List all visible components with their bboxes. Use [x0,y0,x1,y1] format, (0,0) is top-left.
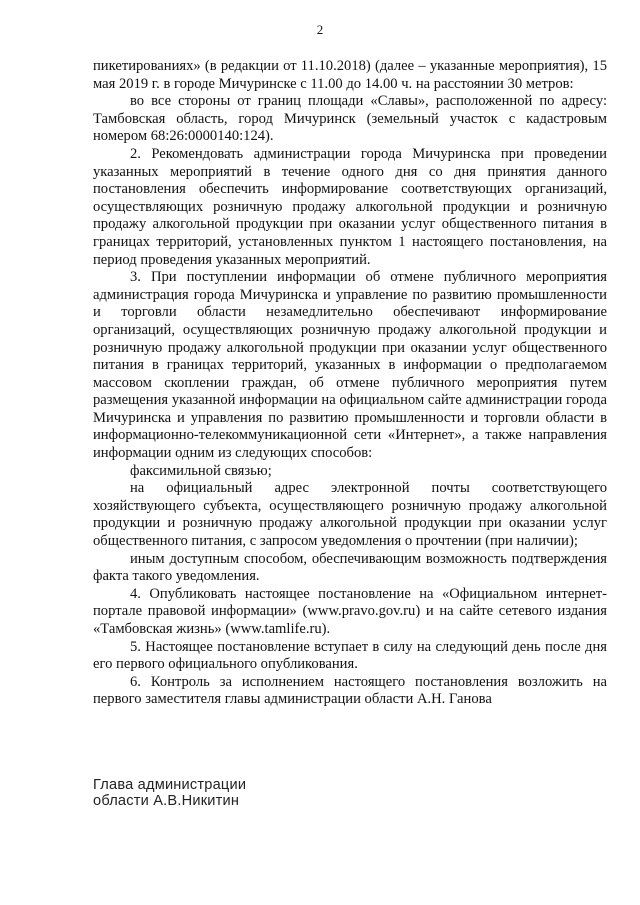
document-body [93,58,607,709]
signature-name: области А.В.Никитин [93,793,240,809]
paragraph-location: во все стороны от границ площади «Славы», расположенной по адресу: Тамбовская область, город Мичуринск (земельный участок с кадастровым номером 68:26:0000140:124). [93,93,607,145]
paragraph-email: на официальный адрес электронной почты соответствующего хозяйствующего субъекта, осуществляющего розничную продажу алкогольной продукции и розничную продажу алкогольной продукции при оказании услуг общественного питания, с запросом уведомления о прочтении (при наличии); [93,480,607,550]
signature-block [93,777,246,809]
paragraph-item-2: 2. Рекомендовать администрации города Мичуринска при проведении указанных мероприятий в течение одного дня со дня принятия данного постановления обеспечить информирование соответствующих организаций, осуществляющих розничную продажу алкогольной продукции и розничную продажу алкогольной продукции при оказании услуг общественного питания в границах территорий, установленных пунктом 1 настоящего постановления, на период проведения указанных мероприятий. [93,145,607,268]
paragraph-item-4: 4. Опубликовать настоящее постановление на «Официальном интернет-портале правовой информации» (www.pravo.gov.ru) и на сайте сетевого издания «Тамбовская жизнь» (www.tamlife.ru). [93,585,607,637]
paragraph-fax: факсимильной связью; [130,462,272,479]
paragraph-item-5: 5. Настоящее постановление вступает в силу на следующий день после дня его первого официального опубликования. [93,638,607,673]
page-number: 2 [316,22,324,37]
paragraph-continuation: пикетированиях» (в редакции от 11.10.2018) (далее – указанные мероприятия), 15 мая 2019 г. в городе Мичуринске с 11.00 до 14.00 ч. на расстоянии 30 метров: [93,58,607,92]
paragraph-item-3: 3. При поступлении информации об отмене публичного мероприятия администрация города Мичуринска и управление по развитию промышленности и торговли области незамедлительно обеспечивают информирование организаций, осуществляющих розничную продажу алкогольной продукции и розничную продажу алкогольной продукции при оказании услуг общественного питания в границах территорий, указанных в информации о предполагаемом массовом скоплении граждан, об отмене публичного мероприятия путем размещения указанной информации на официальном сайте администрации города Мичуринска и управления по развитию промышленности и торговли области в информационно-телекоммуникационной сети «Интернет», а также направления информации одним из следующих способов: [93,269,607,462]
paragraph-item-6: 6. Контроль за исполнением настоящего постановления возложить на первого заместителя главы администрации области А.Н. Ганова [93,673,607,708]
paragraph-other-method: иным доступным способом, обеспечивающим возможность подтверждения факта такого уведомления. [93,550,607,585]
signature-title: Глава администрации [93,777,247,793]
